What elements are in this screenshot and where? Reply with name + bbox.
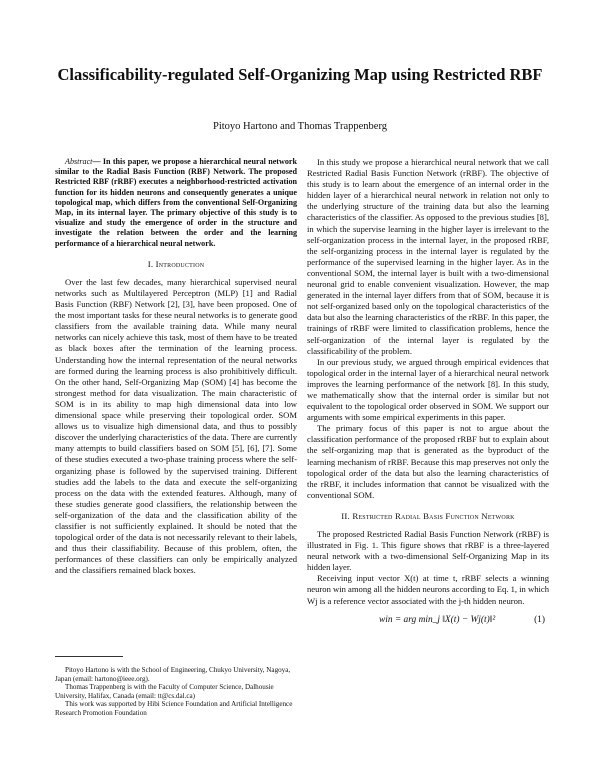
right-column [307,157,549,633]
footnote-item: Pitoyo Hartono is with the School of Engineering, Chukyo University, Nagoya, Japan (email: hartono@ieee.org). [55,666,291,683]
paper-title: Classificability-regulated Self-Organizing Map using Restricted RBF [57,65,543,84]
footnote-item: Thomas Trappenberg is with the Faculty of Computer Science, Dalhousie University, Halifax, Canada (email: tt@cs.dal.ca) [55,683,274,700]
footnotes [55,658,297,718]
rrbf-paragraph-2: Receiving input vector X(t) at time t, rRBF selects a winning neuron win among all the hidden neurons according to Eq. 1, in which Wj is a reference vector associated with the j-th hidden neuron. [307,573,550,606]
abstract-text: — In this paper, we propose a hierarchical neural network similar to the Radial Basis Function (RBF) Network. The proposed Restricted RBF (rRBF) executes a neighborhood-restricted activation function for its hidden neurons and consequently generates a unique topological map, which differs from the conventional Self-Organizing Map, in its internal layer. The primary objective of this study is to visualize and study the emergence of order in the structure and investigate the relation between the order and the learning performance of a hierarchical neural network. [55,157,297,248]
rrbf-paragraph-1: The proposed Restricted Radial Basis Function Network (rRBF) is illustrated in Fig. 1. This figure shows that rRBF is a three-layered neural network with a two-dimensional Self-Organizing Map in its hidden layer. [307,529,549,573]
section-title: Introduction [155,258,205,269]
abstract-label: Abstract [65,157,93,166]
equation-number: (1) [534,614,545,625]
section-number: I. [147,258,154,269]
intro-paragraph-3: In our previous study, we argued through empirical evidences that topological order in the internal layer of a hierarchical neural network improves the learning performance of the network [8]. In this study, we mathematically show that the internal order is similar but not equivalent to the topological order observed in SOM. We support our arguments with some empirical experiments in this paper. [307,356,549,423]
intro-paragraph-4: The primary focus of this paper is not to argue about the classification performance of the proposed rRBF but to explain about the self-organizing map that is generated as the byproduct of the learning mechanism of rRBF. Because this map preserves not only the topological order of the data but also the learning characteristics of the rRBF, it includes information that cannot be visualized with the conventional SOM. [307,423,549,500]
equation-body: win = arg min_j ‖X(t) − Wj(t)‖² [379,614,496,625]
paper-authors: Pitoyo Hartono and Thomas Trappenberg [212,121,388,132]
equation-1 [307,615,549,633]
left-column [55,157,297,576]
footnote-rule [55,656,123,657]
section-heading-introduction [55,259,297,270]
footnote-item: This work was supported by Hibi Science Foundation and Artificial Intelligence Research Promotion Foundation [55,700,293,717]
intro-paragraph-1: Over the last few decades, many hierarchical supervised neural networks such as Multilayered Perceptron (MLP) [1] and Radial Basis Function (RBF) Network [2], [3], have been proposed. One of the most important tasks for these neural networks is to generate good classifiers from the available training data. While many neural networks can nicely achieve this task, most of them have to be treated as black boxes after the termination of the learning process. Understanding how the internal representation of the neural networks are formed during the learning process is also prohibitively difficult. On the other hand, Self-Organizing Map (SOM) [4] has become the strongest method for data visualization. The main characteristic of SOM is in its ability to map high dimensional data into low dimensional space while preserving their topological order. SOM allows us to visualize high dimensional data, and thus to possibly discover the underlying characteristics of the data. There are currently many attempts to build classifiers based on SOM [5], [6], [7]. Some of these studies executed a two-phase training process where the self-organizing phase is followed by the supervised training. Different studies add the labels to the data and execute the self-organizing process on the data with the extended features. Although, many of these studies generate good classifiers, the relationship between the self-organization of the data and the classification ability of the classifier is not sufficiently explained. It should be noted that the topological order of the data is not necessarily relevant to their labels, and thus their classifiability. Because of this problem, often, the performances of these classifiers can only be empirically analyzed and the classifiers remained black boxes. [55,276,297,576]
abstract [55,157,297,249]
section-number: II. [341,510,350,521]
intro-paragraph-2: In this study we propose a hierarchical neural network that we call Restricted Radial Basis Function Network (rRBF). The objective of this study is to learn about the emergence of an internal order in the hidden layer of a hierarchical neural network in relation not only to the underlying structure of the training data but also the learning characteristics of the classifier. As opposed to the previous studies [8], in which the supervise learning in the higher layer is irrelevant to the self-organization process in the internal layer, in the proposed rRBF, the self-organizing process in the internal layer is regulated by the performance of the supervised learning in the higher layer. As in the conventional SOM, the internal layer is built with a two-dimensional neuronal grid to enable convenient visualization. However, the map generated in the internal layer differs from that of SOM, because it is not self-organized based only on the topological characteristics of the data but also the learning characteristics of the rRBF. In this paper, the trainings of rRBF were limited to classification problems, hence the self-organization of the internal layer is regulated by the classificability of the problem. [307,157,549,356]
section-title: Restricted Radial Basis Function Network [352,510,515,521]
section-heading-rrbf [307,511,549,522]
